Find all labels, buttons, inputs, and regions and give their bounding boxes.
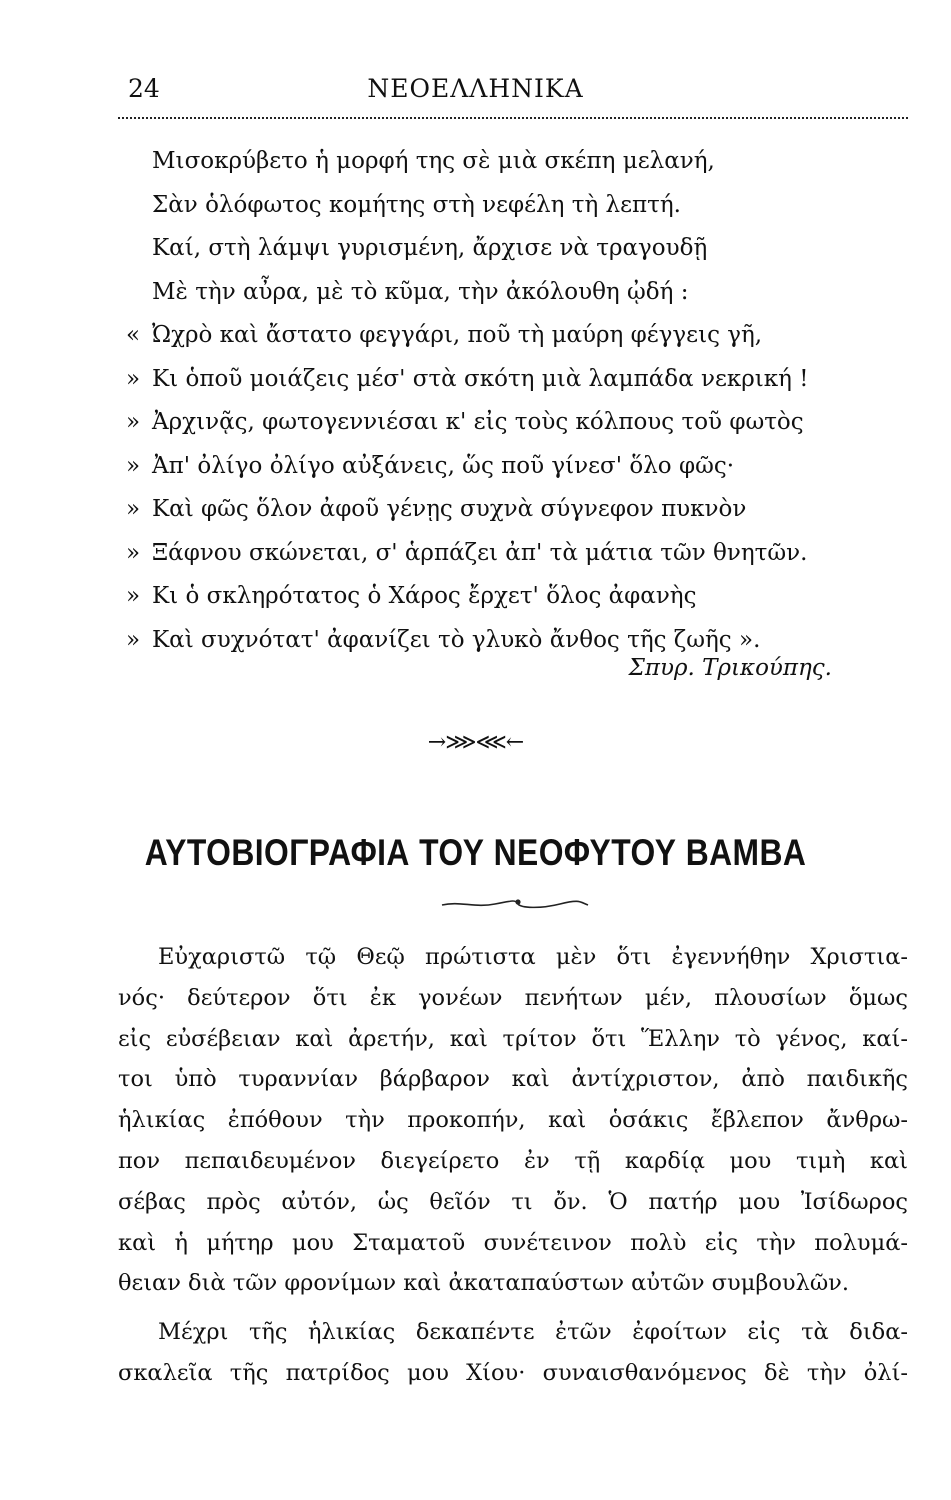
poem-line-text: Μισοκρύβετο ἡ μορφή της σὲ μιὰ σκέπη μελανή, <box>152 148 715 174</box>
poem-line <box>126 488 916 532</box>
page-number: 24 <box>128 74 160 103</box>
poem-line <box>126 401 916 445</box>
quote-mark: » <box>126 452 141 479</box>
quote-mark: « <box>126 322 141 348</box>
ornament-swash <box>442 901 588 907</box>
quote-mark: » <box>126 365 141 392</box>
poem-line-text: Καὶ συχνότατ' ἀφανίζει τὸ γλυκὸ ἄνθος τῆς ζωῆς ». <box>152 626 761 653</box>
text-line: Μέχρι τῆς ἡλικίας δεκαπέντε ἐτῶν ἐφοίτων εἰς τὰ διδα- <box>158 1319 908 1346</box>
poem-line <box>126 445 916 489</box>
section-divider: →⋙⋘← <box>427 730 524 755</box>
text-line: καὶ ἡ μήτηρ μου Σταματοῦ συνέτεινον πολὺ εἰς τὴν πολυμά- <box>118 1229 908 1256</box>
poem-line-text: Ὠχρὸ καὶ ἄστατο φεγγάρι, ποῦ τὴ μαύρη φέγγεις γῆ, <box>152 322 763 348</box>
poem-line-text: Ἀπ' ὀλίγο ὀλίγο αὐξάνεις, ὥς ποῦ γίνεσ' ὅλο φῶς· <box>152 452 735 479</box>
text-line: σκαλεῖα τῆς πατρίδος μου Χίου· συναισθανόμενος δὲ τὴν ὀλί- <box>118 1359 908 1386</box>
poem-line <box>126 140 916 184</box>
poem-line <box>126 271 916 315</box>
ornament-dot <box>515 899 520 904</box>
poem-line <box>126 358 916 402</box>
paragraph-2 <box>118 1312 908 1394</box>
poem-author: Σπυρ. Τρικούπης. <box>628 655 832 681</box>
quote-mark: » <box>126 496 141 522</box>
poem-line <box>126 532 916 576</box>
text-line: ἡλικίας ἐπόθουν τὴν προκοπήν, καὶ ὁσάκις ἔβλεπον ἄνθρω- <box>118 1107 908 1134</box>
quote-mark: » <box>126 626 141 653</box>
poem-line-text: Ξάφνου σκώνεται, σ' ἁρπάζει ἀπ' τὰ μάτια τῶν θνητῶν. <box>152 539 808 566</box>
text-line: Εὐχαριστῶ τῷ Θεῷ πρώτιστα μὲν ὅτι ἐγεννήθην Χριστια- <box>158 944 908 970</box>
quote-mark: » <box>126 583 141 609</box>
poem-line-text: Κι ὁ σκληρότατος ὁ Χάρος ἔρχετ' ὅλος ἀφανὴς <box>152 583 697 609</box>
text-line: σέβας πρὸς αὐτόν, ὡς θεῖόν τι ὄν. Ὁ πατήρ μου Ἰσίδωρος <box>118 1188 908 1215</box>
poem-line <box>126 575 916 619</box>
poem-line-text: Κι ὁποῦ μοιάζεις μέσ' στὰ σκότη μιὰ λαμπάδα νεκρική ! <box>152 365 809 392</box>
poem-line <box>126 314 916 358</box>
poem <box>126 140 916 662</box>
section-title: ΑΥΤΟΒΙΟΓΡΑΦΙΑ ΤΟΥ ΝΕΟΦΥΤΟΥ ΒΑΜΒΑ <box>144 832 807 873</box>
quote-mark: » <box>126 409 141 435</box>
text-line: νός· δεύτερον ὅτι ἐκ γονέων πενήτων μέν, πλουσίων ὅμως <box>118 984 908 1011</box>
text-line: εἰς εὐσέβειαν καὶ ἀρετήν, καὶ τρίτον ὅτι Ἕλλην τὸ γένος, καί- <box>118 1025 908 1052</box>
text-line: θειαν διὰ τῶν φρονίμων καὶ ἀκαταπαύστων αὐτῶν συμβουλῶν. <box>118 1270 850 1297</box>
running-title: ΝΕΟΕΛΛΗΝΙΚΑ <box>367 74 584 103</box>
text-line: πον πεπαιδευμένον διεγείρετο ἐν τῇ καρδίᾳ μου τιμὴ καὶ <box>118 1147 908 1174</box>
text-line: τοι ὑπὸ τυραννίαν βάρβαρον καὶ ἀντίχριστον, ἀπὸ παιδικῆς <box>118 1066 908 1093</box>
poem-line-text: Καὶ φῶς ὅλον ἀφοῦ γένῃς συχνὰ σύγνεφον πυκνὸν <box>152 496 747 522</box>
autobiography-text <box>118 937 908 1394</box>
header-rule <box>118 117 908 119</box>
poem-line-text: Σὰν ὁλόφωτος κομήτης στὴ νεφέλη τὴ λεπτή. <box>152 191 681 218</box>
poem-line-text: Καί, στὴ λάμψι γυρισμένη, ἄρχισε νὰ τραγουδῇ <box>152 235 708 261</box>
quote-mark: » <box>126 539 141 566</box>
poem-line <box>126 227 916 271</box>
paragraph-1 <box>118 937 908 1304</box>
poem-line-text: Μὲ τὴν αὖρα, μὲ τὸ κῦμα, τὴν ἀκόλουθη ᾠδή : <box>152 278 689 305</box>
poem-line <box>126 184 916 228</box>
poem-line-text: Ἀρχινᾷς, φωτογεννιέσαι κ' εἰς τοὺς κόλπους τοῦ φωτὸς <box>152 409 804 435</box>
title-ornament <box>440 895 590 913</box>
